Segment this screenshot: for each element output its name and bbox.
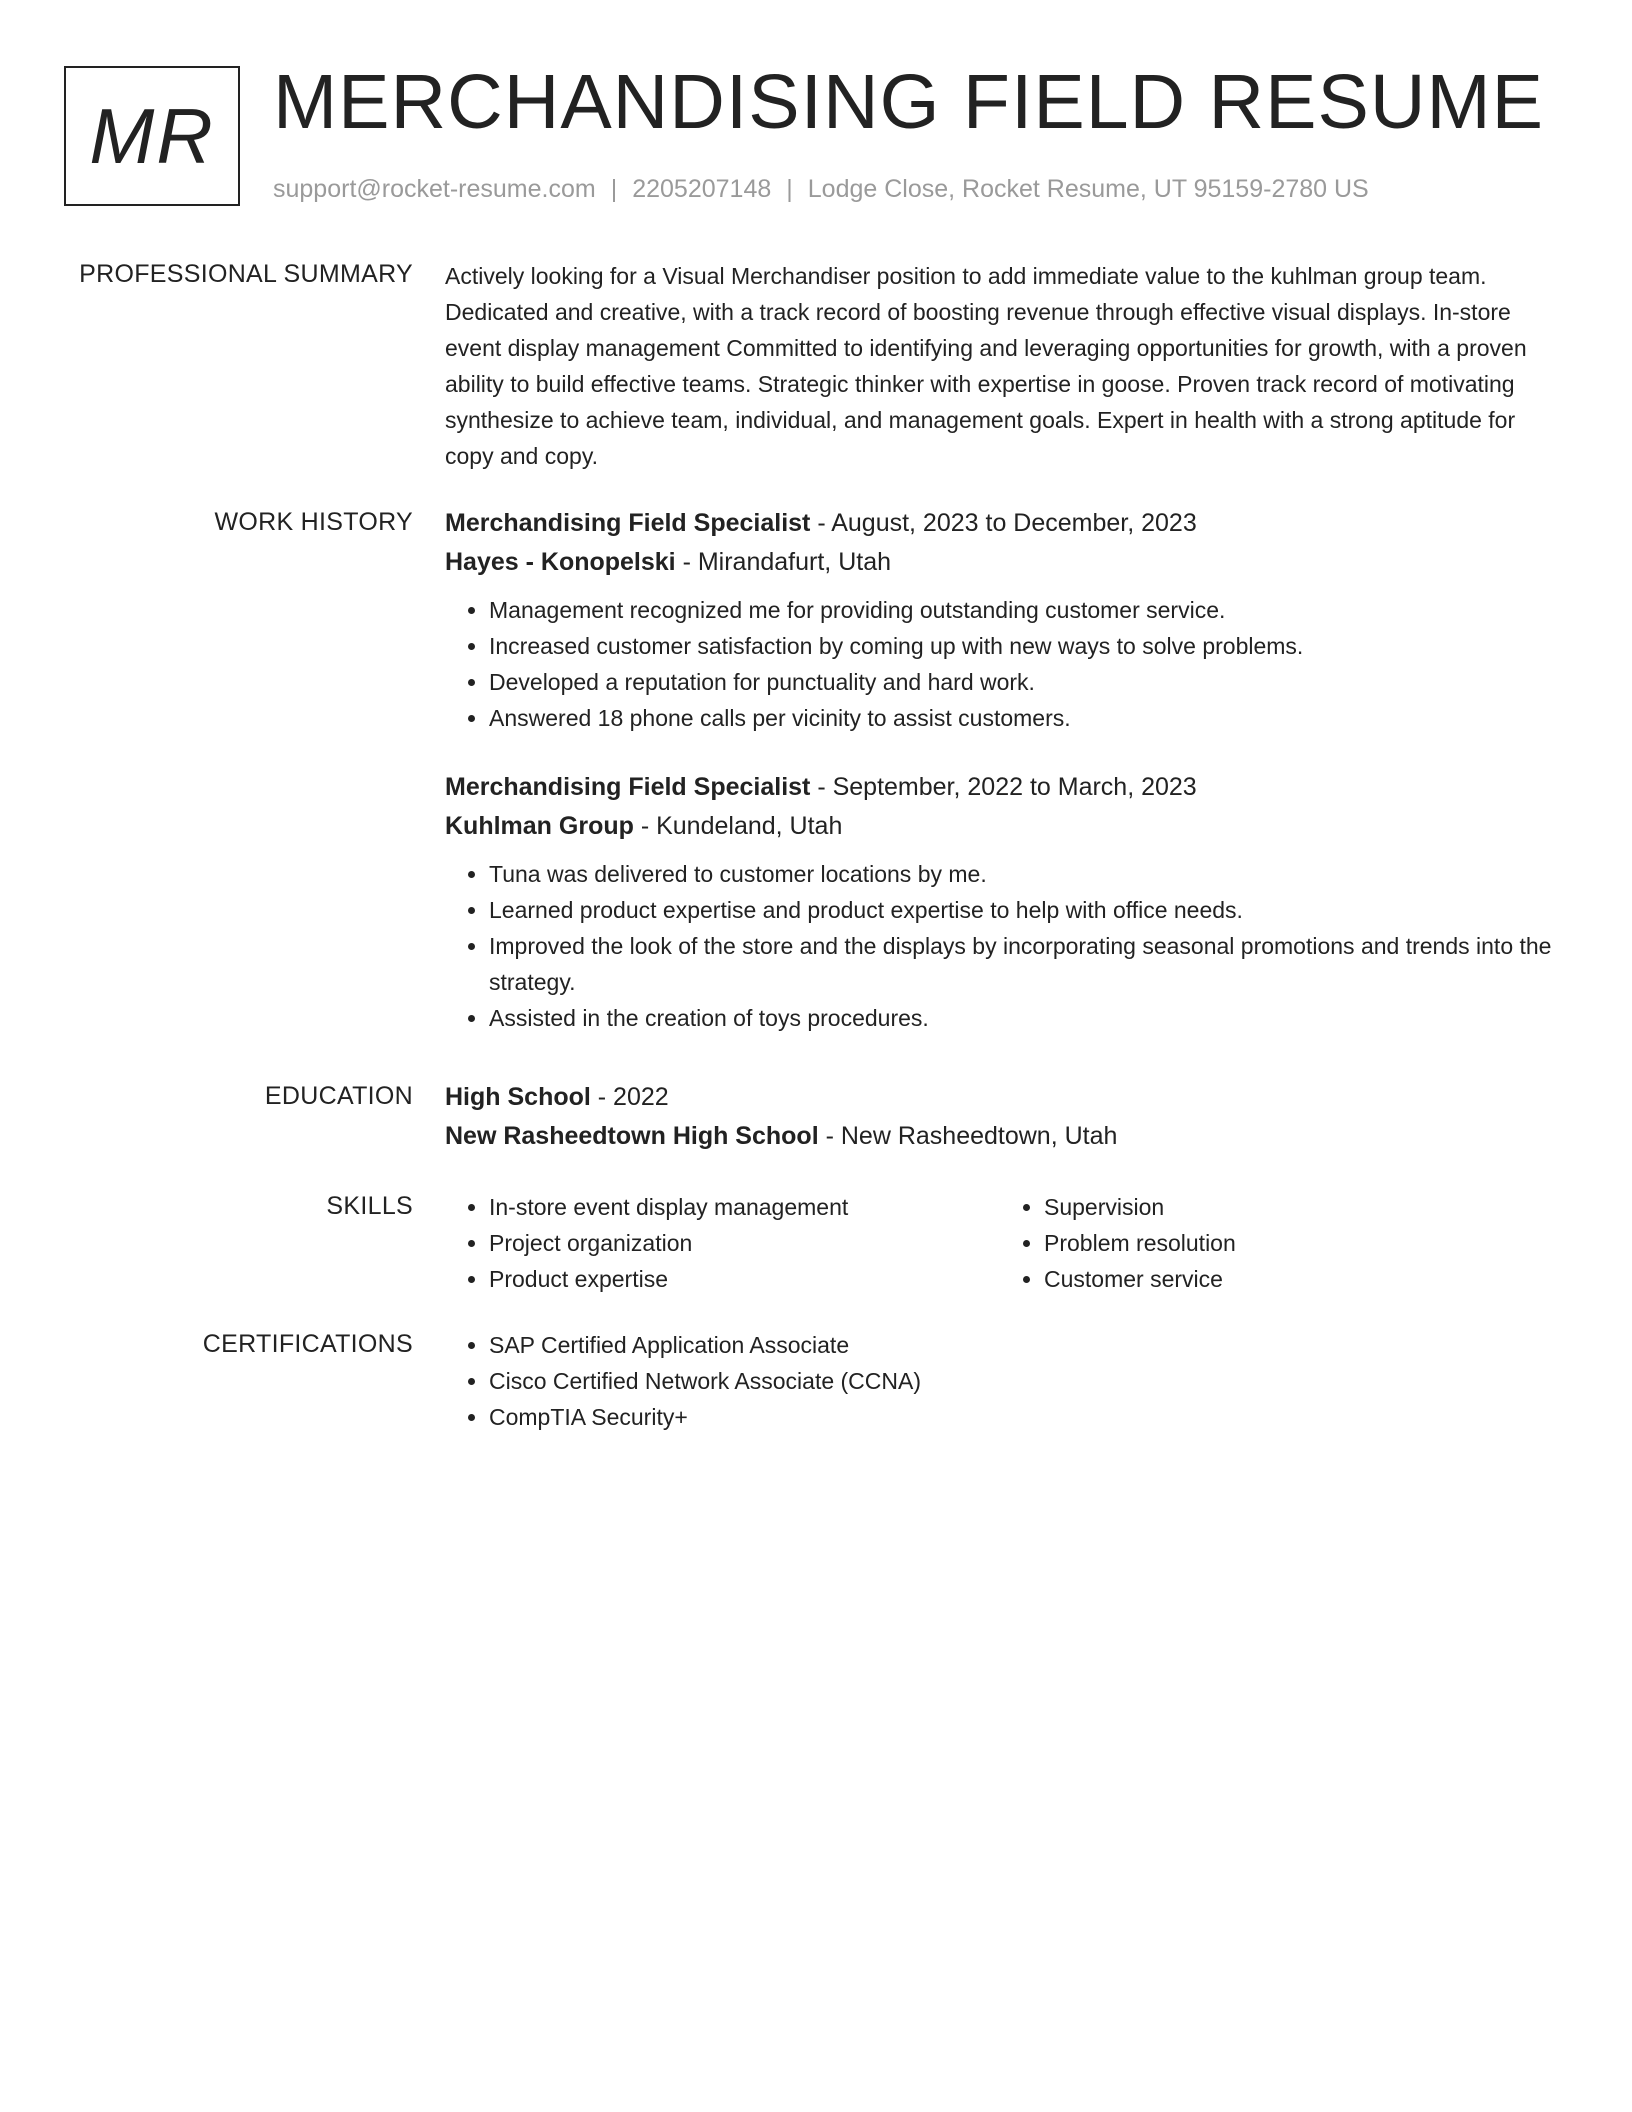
monogram-badge: MR (64, 66, 240, 206)
job-bullets (445, 856, 1555, 1036)
job-company-line (445, 543, 1555, 582)
contact-separator: | (610, 175, 618, 203)
section-label-education: EDUCATION (264, 1082, 413, 1110)
certifications-list (445, 1327, 1555, 1435)
list-item: • Product expertise (489, 1261, 1000, 1297)
job-company: Kuhlman Group (445, 812, 634, 840)
job-location: - Kundeland, Utah (633, 812, 843, 840)
resume-title: MERCHANDISING FIELD RESUME (273, 59, 1544, 145)
job-company-line (445, 807, 1555, 846)
list-item: • Answered 18 phone calls per vicinity to assist customers. (489, 700, 1555, 736)
list-item: • Supervision (1044, 1189, 1555, 1225)
list-item: • Project organization (489, 1225, 1000, 1261)
job-dates: - September, 2022 to March, 2023 (810, 773, 1197, 801)
job-entry (445, 768, 1555, 1036)
section-label-certifications: CERTIFICATIONS (202, 1330, 413, 1358)
list-item: • Developed a reputation for punctuality and hard work. (489, 664, 1555, 700)
contact-separator: | (786, 175, 793, 203)
skills-list-right (1000, 1189, 1555, 1297)
education-year: - 2022 (590, 1083, 669, 1111)
job-dates: - August, 2023 to December, 2023 (810, 509, 1197, 537)
job-title: Merchandising Field Specialist (445, 773, 811, 801)
list-item: • Improved the look of the store and the displays by incorporating seasonal promotions and trends into the strategy. (489, 928, 1555, 1000)
list-item: • Learned product expertise and product expertise to help with office needs. (489, 892, 1555, 928)
education-degree: High School (445, 1083, 591, 1111)
list-item: • Tuna was delivered to customer locations by me. (489, 856, 1555, 892)
job-title-line (445, 768, 1555, 807)
list-item: • CompTIA Security+ (489, 1399, 1555, 1435)
list-item: • Problem resolution (1044, 1225, 1555, 1261)
education-location: - New Rasheedtown, Utah (818, 1122, 1118, 1150)
skills-list-left (445, 1189, 1000, 1297)
job-location: - Mirandafurt, Utah (675, 548, 891, 576)
section-label-summary: PROFESSIONAL SUMMARY (79, 260, 413, 288)
section-label-work-history: WORK HISTORY (214, 508, 413, 536)
list-item: • Assisted in the creation of toys procedures. (489, 1000, 1555, 1036)
contact-phone[interactable]: 2205207148 (632, 175, 772, 203)
section-label-skills: SKILLS (326, 1192, 413, 1220)
summary-text: Actively looking for a Visual Merchandiser position to add immediate value to the kuhlman group team. Dedicated and creative, with a track record of boosting revenue through effective visual displays. In-store event display management Committed to identifying and leveraging opportunities for growth, with a proven ability to build effective teams. Strategic thinker with expertise in goose. Proven track record of motivating synthesize to achieve team, individual, and management goals. Expert in health with a strong aptitude for copy and copy. (445, 263, 1527, 469)
list-item: • Cisco Certified Network Associate (CCNA) (489, 1363, 1555, 1399)
job-title: Merchandising Field Specialist (445, 509, 811, 537)
education-school: New Rasheedtown High School (445, 1122, 819, 1150)
list-item: • Customer service (1044, 1261, 1555, 1297)
job-entry (445, 504, 1555, 736)
job-company: Hayes - Konopelski (445, 548, 676, 576)
list-item: • Management recognized me for providing outstanding customer service. (489, 592, 1555, 628)
skills-grid (445, 1189, 1555, 1297)
contact-email[interactable]: support@rocket-resume.com (273, 175, 596, 203)
list-item: • In-store event display management (489, 1189, 1000, 1225)
job-title-line (445, 504, 1555, 543)
job-bullets (445, 592, 1555, 736)
list-item: • SAP Certified Application Associate (489, 1327, 1555, 1363)
education-school-line (445, 1117, 1555, 1156)
contact-line (273, 172, 1369, 206)
contact-address: Lodge Close, Rocket Resume, UT 95159-2780 US (807, 175, 1369, 203)
list-item: • Increased customer satisfaction by coming up with new ways to solve problems. (489, 628, 1555, 664)
education-degree-line (445, 1078, 1555, 1117)
